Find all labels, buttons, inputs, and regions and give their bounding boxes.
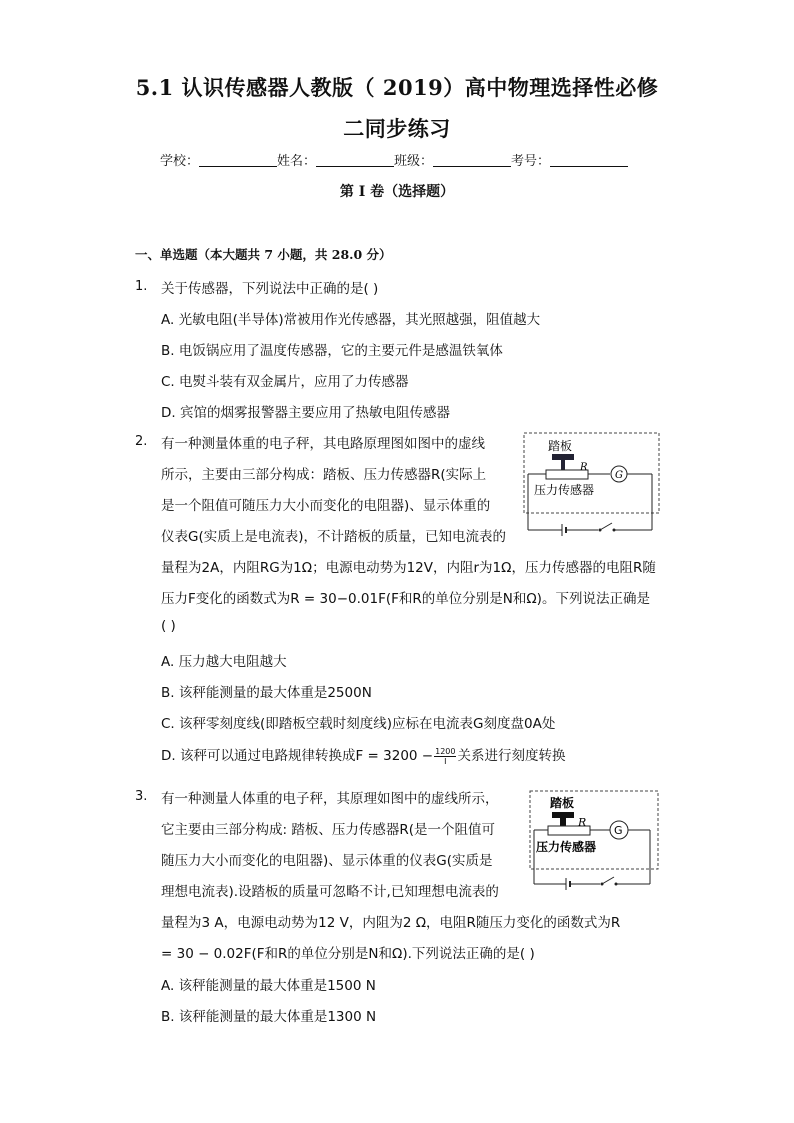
school-blank[interactable] xyxy=(199,153,277,167)
question-2-number: 2. xyxy=(135,434,148,449)
question-2-line-4: 仪表G(实质上是电流表)，不计踏板的质量，已知电流表的 xyxy=(161,529,506,545)
volume-heading: 第 I 卷（选择题） xyxy=(339,184,455,200)
sensor-label: 压力传感器 xyxy=(536,840,597,854)
fraction-numerator: 1200 xyxy=(435,746,456,756)
student-info-line xyxy=(160,150,628,169)
r-label: R xyxy=(580,462,588,473)
question-3-number: 3. xyxy=(135,789,148,804)
switch-blade xyxy=(602,877,614,884)
question-1-option-c[interactable]: C. 电熨斗装有双金属片，应用了力传感器 xyxy=(161,374,409,390)
question-2-line-2: 所示，主要由三部分构成：踏板、压力传感器R(实际上 xyxy=(161,467,487,483)
switch-blade xyxy=(600,523,612,530)
pedal-plate xyxy=(552,454,574,460)
meter-label: G xyxy=(614,824,623,837)
question-3-line-3: 随压力大小而变化的电阻器)、显示体重的仪表G(实质是 xyxy=(161,853,493,869)
question-1-option-b[interactable]: B. 电饭锅应用了温度传感器，它的主要元件是感温铁氧体 xyxy=(161,343,503,359)
number-blank[interactable] xyxy=(550,153,628,167)
question-2-line-6: 压力F变化的函数式为R = 30−0.01F(F和R的单位分别是N和Ω)。下列说法正确是 xyxy=(161,591,650,607)
school-label: 学校： xyxy=(160,154,200,169)
question-2-line-5: 量程为2A，内阻RG为1Ω；电源电动势为12V，内阻r为1Ω，压力传感器的电阻R随 xyxy=(161,560,656,576)
question-3-line-6: = 30 − 0.02F(F和R的单位分别是N和Ω).下列说法正确的是( ) xyxy=(161,946,535,962)
question-2-option-c[interactable]: C. 该秤零刻度线(即踏板空载时刻度线)应标在电流表G刻度盘0A处 xyxy=(161,716,556,732)
question-2-option-d-tail: 关系进行刻度转换 xyxy=(457,748,566,764)
r-label: R xyxy=(578,816,587,829)
question-2-option-d-text: D. 该秤可以通过电路规律转换成F = 3200 − xyxy=(161,748,434,764)
question-2-circuit-diagram xyxy=(518,430,663,540)
number-label: 考号： xyxy=(511,154,551,169)
pedal-label: 踏板 xyxy=(550,796,575,810)
question-3-option-b[interactable]: B. 该秤能测量的最大体重是1300 N xyxy=(161,1009,377,1025)
question-3-line-1: 有一种测量人体重的电子秤，其原理如图中的虚线所示， xyxy=(161,791,499,807)
question-1-option-a[interactable]: A. 光敏电阻(半导体)常被用作光传感器，其光照越强，阻值越大 xyxy=(161,312,541,328)
question-1-number: 1. xyxy=(135,279,148,294)
section-heading: 一、单选题（本大题共 7 小题，共 28.0 分） xyxy=(135,247,392,262)
question-3-option-a[interactable]: A. 该秤能测量的最大体重是1500 N xyxy=(161,978,376,994)
question-2-line-7: ( ) xyxy=(161,618,176,634)
question-3-line-2: 它主要由三部分构成: 踏板、压力传感器R(是一个阻值可 xyxy=(161,822,495,838)
fraction xyxy=(434,747,456,766)
question-3-circuit-diagram xyxy=(526,788,662,892)
question-3-line-5: 量程为3 A，电源电动势为12 V，内阻为2 Ω，电阻R随压力变化的函数式为R xyxy=(161,915,621,931)
dashed-box xyxy=(524,433,659,513)
pedal-stem xyxy=(560,818,566,826)
question-2-option-a[interactable]: A. 压力越大电阻越大 xyxy=(161,654,287,670)
question-1-option-d[interactable]: D. 宾馆的烟雾报警器主要应用了热敏电阻传感器 xyxy=(161,405,450,421)
page-title-line2: 二同步练习 xyxy=(343,116,451,141)
fraction-denominator: I xyxy=(444,756,447,766)
question-2-line-3: 是一个阻值可随压力大小而变化的电阻器)、显示体重的 xyxy=(161,498,491,514)
pedal-label: 踏板 xyxy=(548,439,573,453)
question-2-option-b[interactable]: B. 该秤能测量的最大体重是2500N xyxy=(161,685,372,701)
question-2-option-d[interactable] xyxy=(161,744,565,766)
pedal-stem xyxy=(561,460,565,470)
sensor-label: 压力传感器 xyxy=(534,483,595,497)
name-blank[interactable] xyxy=(316,153,394,167)
name-label: 姓名： xyxy=(277,154,317,169)
page-title-line1: 5.1 认识传感器人教版（ 2019）高中物理选择性必修 xyxy=(135,75,659,100)
question-2-line-1: 有一种测量体重的电子秤，其电路原理图如图中的虚线 xyxy=(161,436,485,452)
question-3-line-4: 理想电流表).设踏板的质量可忽略不计,已知理想电流表的 xyxy=(161,884,499,900)
class-blank[interactable] xyxy=(433,153,511,167)
meter-label: G xyxy=(615,470,623,481)
class-label: 班级： xyxy=(394,154,434,169)
question-1-stem: 关于传感器，下列说法中正确的是( ) xyxy=(161,281,379,297)
pedal-plate xyxy=(552,812,574,818)
